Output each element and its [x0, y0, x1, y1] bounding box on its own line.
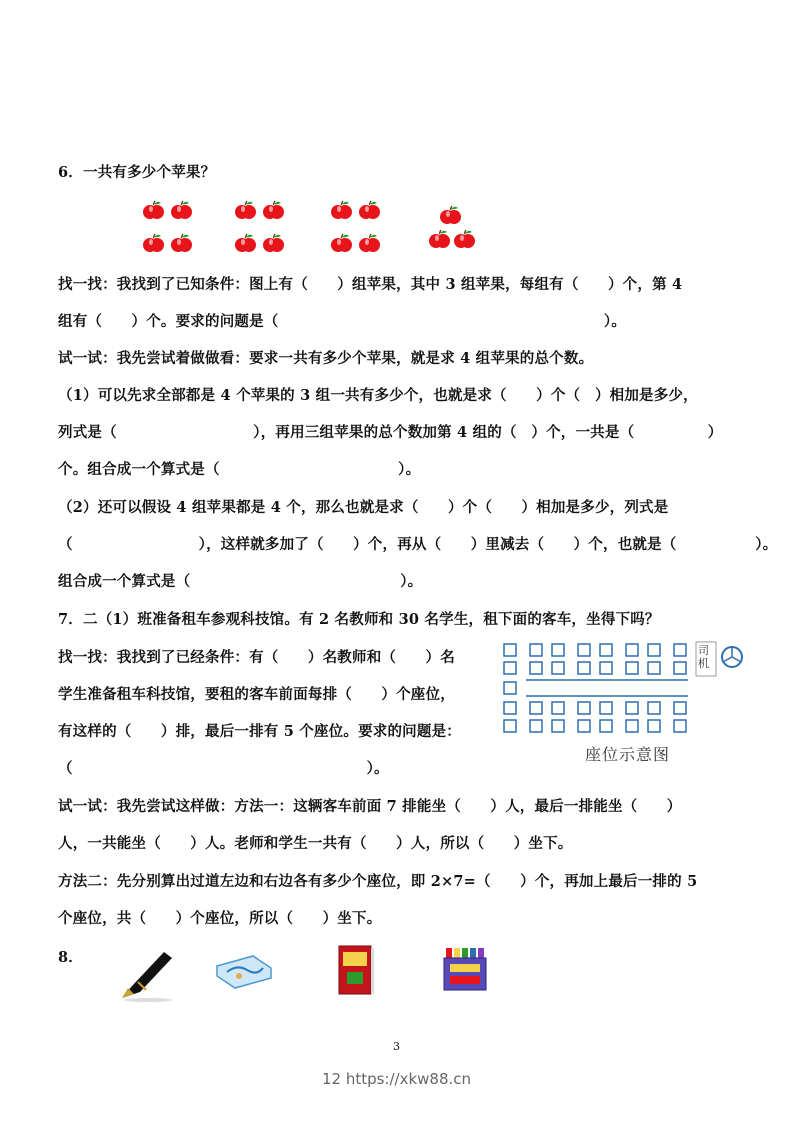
- apple-icon: [331, 201, 352, 219]
- apple-icon: [171, 234, 192, 252]
- q6-find-line-1: 找一找：我找到了已知条件：图上有（ ）组苹果，其中 3 组苹果，每组有（ ）个，第 4: [58, 276, 683, 293]
- q6-part1-line-1: （1）可以先求全部都是 4 个苹果的 3 组一共有多少个，也就是求（ ）个（ ）相加是多少，: [58, 387, 698, 404]
- q6-part1-line-3: 个。组合成一个算式是（ ）。: [58, 461, 421, 478]
- q6-part1-line-2: 列式是（ ），再用三组苹果的总个数加第 4 组的（ ）个，一共是（ ）: [58, 424, 723, 441]
- q6-title: 6．一共有多少个苹果？: [58, 164, 216, 181]
- q6-part2-line-2: （ ），这样就多加了（ ）个，再从（ ）里减去（ ）个，也就是（ ）。: [58, 536, 778, 553]
- q6-find-line-2: 组有（ ）个。要求的问题是（ ）。: [58, 313, 627, 330]
- page-number: 3: [393, 1040, 400, 1053]
- apple-icon: [143, 234, 164, 252]
- apple-icon: [440, 206, 461, 224]
- apple-icon: [359, 234, 380, 252]
- driver-label: 司机: [698, 644, 709, 670]
- q7-find-line-4: （ ）。: [58, 760, 389, 777]
- apple-icon: [263, 234, 284, 252]
- apple-icon: [171, 201, 192, 219]
- q7-try-line-1: 试一试：我先尝试这样做：方法一：这辆客车前面 7 排能坐（ ）人，最后一排能坐（ ）: [58, 798, 682, 815]
- q7-try-line-2: 人，一共能坐（ ）人。老师和学生一共有（ ）人，所以（ ）坐下。: [58, 835, 573, 852]
- q6-part2-line-1: （2）还可以假设 4 组苹果都是 4 个，那么也就是求（ ）个（ ）相加是多少，列式是: [58, 499, 669, 516]
- apple-icon: [429, 230, 450, 248]
- apple-picture: [0, 0, 793, 270]
- apple-icon: [263, 201, 284, 219]
- book-icon: [335, 942, 377, 998]
- apple-icon: [359, 201, 380, 219]
- eraser-icon: [213, 952, 275, 992]
- q7-find-line-2: 学生准备租车科技馆，要租的客车前面每排（ ）个座位，: [58, 686, 455, 703]
- q7-find-line-3: 有这样的（ ）排，最后一排有 5 个座位。要求的问题是：: [58, 723, 461, 740]
- apple-icon: [235, 234, 256, 252]
- apple-icon: [331, 234, 352, 252]
- q6-part2-line-3: 组合成一个算式是（ ）。: [58, 573, 423, 590]
- seat-diagram-caption: 座位示意图: [585, 745, 671, 764]
- footer-watermark: 12 https://xkw88.cn: [321, 1070, 472, 1088]
- q7-method2-line-2: 个座位，共（ ）个座位，所以（ ）坐下。: [58, 910, 382, 927]
- q7-title: 7．二（1）班准备租车参观科技馆。有 2 名教师和 30 名学生，租下面的客车，坐得下吗？: [58, 611, 660, 628]
- q6-try-line: 试一试：我先尝试着做做看：要求一共有多少个苹果，就是求 4 组苹果的总个数。: [58, 350, 594, 367]
- q7-find-line-1: 找一找：我找到了已经条件：有（ ）名教师和（ ）名: [58, 649, 455, 666]
- q8-title: 8．: [58, 949, 83, 966]
- crayons-box-icon: [440, 944, 494, 996]
- fountain-pen-icon: [118, 948, 178, 1003]
- apple-icon: [235, 201, 256, 219]
- q7-method2-line-1: 方法二：先分别算出过道左边和右边各有多少个座位，即 2×7=（ ）个，再加上最后一排的 5: [58, 873, 698, 890]
- apple-icon: [143, 201, 164, 219]
- apple-icon: [454, 230, 475, 248]
